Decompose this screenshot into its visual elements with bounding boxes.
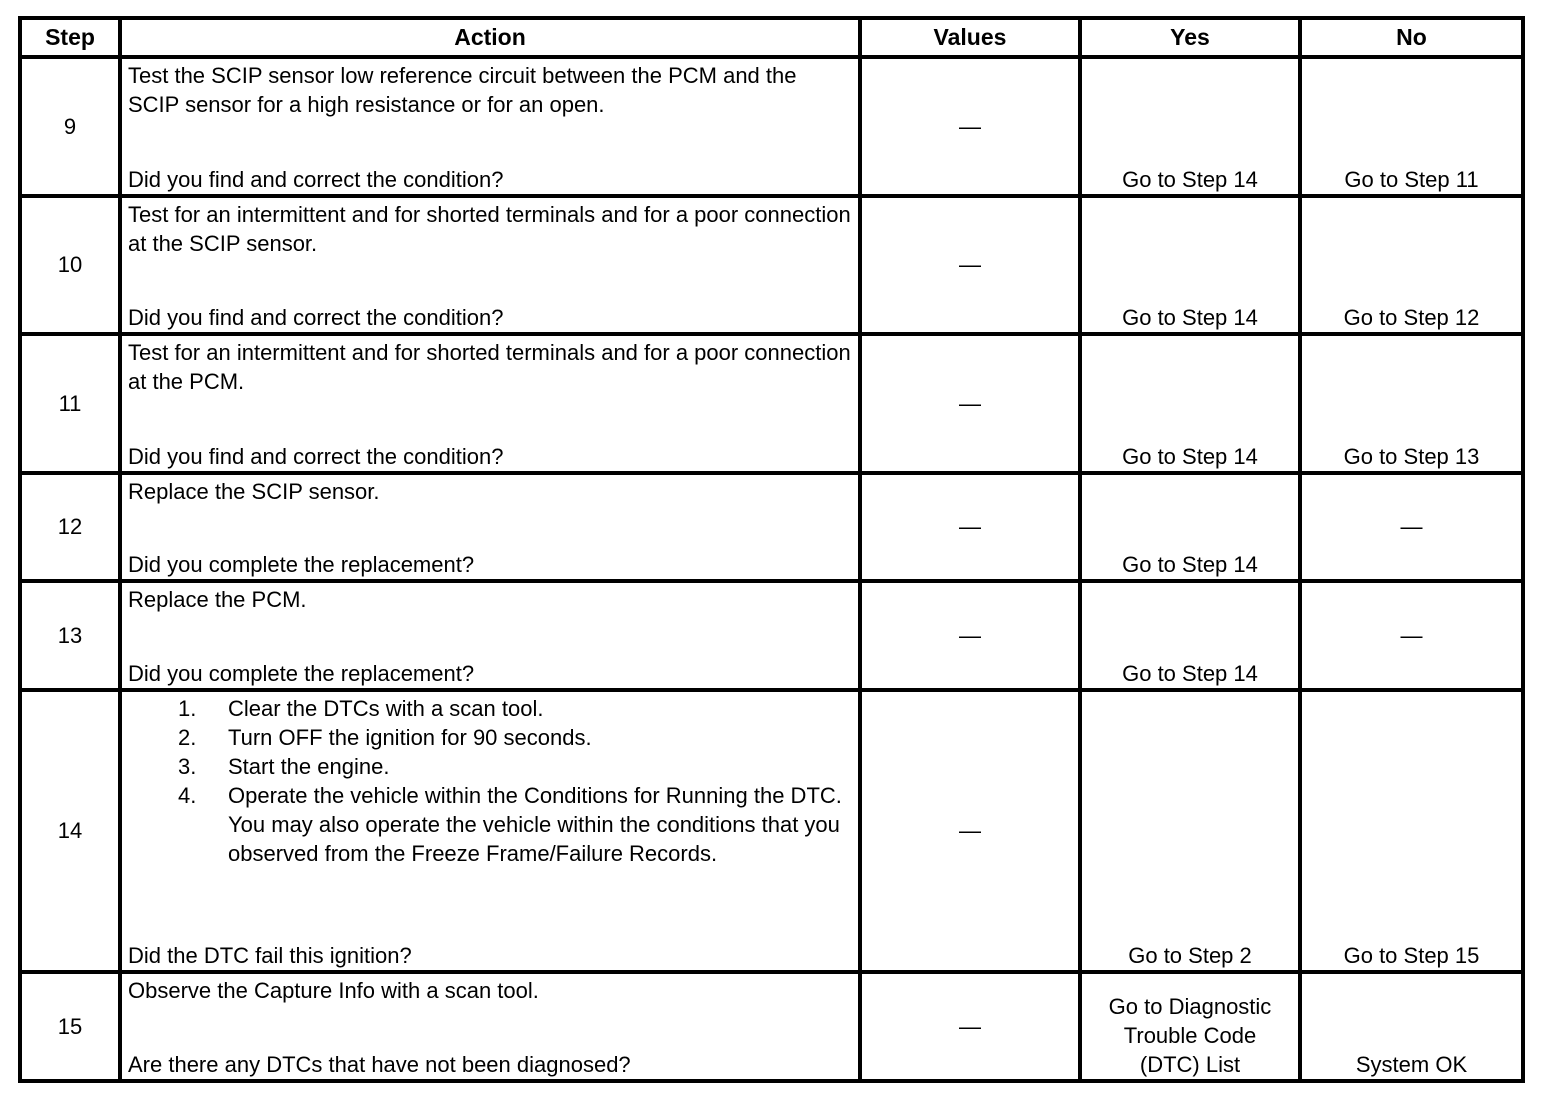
step-number: 9 bbox=[20, 57, 120, 196]
step-number: 12 bbox=[20, 473, 120, 581]
yes-cell bbox=[1080, 972, 1300, 1081]
list-text: Operate the vehicle within the Conditions for Running the DTC. You may also operate the vehicle within the conditions that you observed from the Freeze Frame/Failure Records. bbox=[228, 783, 842, 867]
yes-cell bbox=[1080, 334, 1300, 473]
table-row bbox=[20, 334, 1523, 473]
header-no: No bbox=[1300, 18, 1523, 57]
values-cell: — bbox=[860, 334, 1080, 473]
action-cell bbox=[120, 581, 860, 690]
yes-cell bbox=[1080, 581, 1300, 690]
no-cell bbox=[1300, 690, 1523, 971]
list-item bbox=[128, 781, 852, 868]
action-question: Did you find and correct the condition? bbox=[128, 443, 504, 469]
no-cell bbox=[1300, 334, 1523, 473]
action-cell bbox=[120, 473, 860, 581]
step-number: 10 bbox=[20, 196, 120, 335]
yes-link: Go to Step 2 bbox=[1128, 942, 1252, 968]
action-text: Replace the PCM. bbox=[128, 587, 307, 613]
values-cell: — bbox=[860, 57, 1080, 196]
yes-link: Go to Step 14 bbox=[1122, 552, 1258, 578]
header-step: Step bbox=[20, 18, 120, 57]
list-number: 4. bbox=[178, 783, 197, 809]
list-number: 3. bbox=[178, 754, 197, 780]
list-item bbox=[128, 694, 852, 723]
diagnostic-table bbox=[18, 16, 1525, 1083]
action-text: Test for an intermittent and for shorted terminals and for a poor connection at the SCIP sensor. bbox=[128, 201, 851, 256]
step-number: 11 bbox=[20, 334, 120, 473]
list-number: 1. bbox=[178, 696, 197, 722]
action-cell bbox=[120, 334, 860, 473]
action-question: Did you complete the replacement? bbox=[128, 552, 475, 578]
list-text: Start the engine. bbox=[228, 754, 390, 780]
action-text: Replace the SCIP sensor. bbox=[128, 478, 380, 504]
list-item bbox=[128, 752, 852, 781]
action-question: Are there any DTCs that have not been diagnosed? bbox=[128, 1052, 631, 1077]
yes-link: Go to Step 14 bbox=[1122, 443, 1258, 469]
yes-cell bbox=[1080, 196, 1300, 335]
table-row bbox=[20, 196, 1523, 335]
no-link: Go to Step 11 bbox=[1344, 166, 1479, 192]
list-text: Turn OFF the ignition for 90 seconds. bbox=[228, 725, 592, 751]
action-question: Did the DTC fail this ignition? bbox=[128, 942, 412, 968]
values-cell: — bbox=[860, 581, 1080, 690]
table-row bbox=[20, 581, 1523, 690]
yes-link: Go to Step 14 bbox=[1122, 661, 1258, 687]
no-cell: — bbox=[1300, 581, 1523, 690]
step-number: 13 bbox=[20, 581, 120, 690]
action-cell bbox=[120, 196, 860, 335]
header-row bbox=[20, 18, 1523, 57]
yes-link: Go to Step 14 bbox=[1122, 166, 1258, 192]
table-row bbox=[20, 473, 1523, 581]
action-cell bbox=[120, 690, 860, 971]
no-cell bbox=[1300, 196, 1523, 335]
values-cell: — bbox=[860, 690, 1080, 971]
header-yes: Yes bbox=[1080, 18, 1300, 57]
yes-cell bbox=[1080, 690, 1300, 971]
action-question: Did you find and correct the condition? bbox=[128, 305, 504, 331]
action-cell bbox=[120, 972, 860, 1081]
step-number: 15 bbox=[20, 972, 120, 1081]
values-cell: — bbox=[860, 972, 1080, 1081]
yes-cell bbox=[1080, 473, 1300, 581]
list-text: Clear the DTCs with a scan tool. bbox=[228, 696, 544, 722]
action-steps bbox=[128, 694, 852, 868]
values-cell: — bbox=[860, 473, 1080, 581]
action-text: Test for an intermittent and for shorted terminals and for a poor connection at the PCM. bbox=[128, 340, 851, 395]
no-cell bbox=[1300, 57, 1523, 196]
step-number: 14 bbox=[20, 690, 120, 971]
no-cell: — bbox=[1300, 473, 1523, 581]
no-link: Go to Step 15 bbox=[1343, 942, 1480, 968]
action-text: Observe the Capture Info with a scan tool. bbox=[128, 977, 539, 1003]
table-row bbox=[20, 972, 1523, 1081]
yes-link: Go to Diagnostic Trouble Code (DTC) List bbox=[1108, 994, 1272, 1077]
no-link: System OK bbox=[1355, 1052, 1468, 1077]
yes-link: Go to Step 14 bbox=[1122, 305, 1258, 331]
no-link: Go to Step 13 bbox=[1343, 443, 1480, 469]
values-cell: — bbox=[860, 196, 1080, 335]
action-question: Did you find and correct the condition? bbox=[128, 166, 504, 192]
header-values: Values bbox=[860, 18, 1080, 57]
action-text: Test the SCIP sensor low reference circuit between the PCM and the SCIP sensor for a high resistance or for an open. bbox=[128, 63, 797, 117]
list-number: 2. bbox=[178, 725, 197, 751]
action-cell bbox=[120, 57, 860, 196]
action-question: Did you complete the replacement? bbox=[128, 661, 475, 687]
action-step-list bbox=[128, 694, 852, 868]
yes-cell bbox=[1080, 57, 1300, 196]
table-row bbox=[20, 690, 1523, 971]
table-row bbox=[20, 57, 1523, 196]
no-link: Go to Step 12 bbox=[1343, 305, 1480, 331]
header-action: Action bbox=[120, 18, 860, 57]
no-cell bbox=[1300, 972, 1523, 1081]
list-item bbox=[128, 723, 852, 752]
